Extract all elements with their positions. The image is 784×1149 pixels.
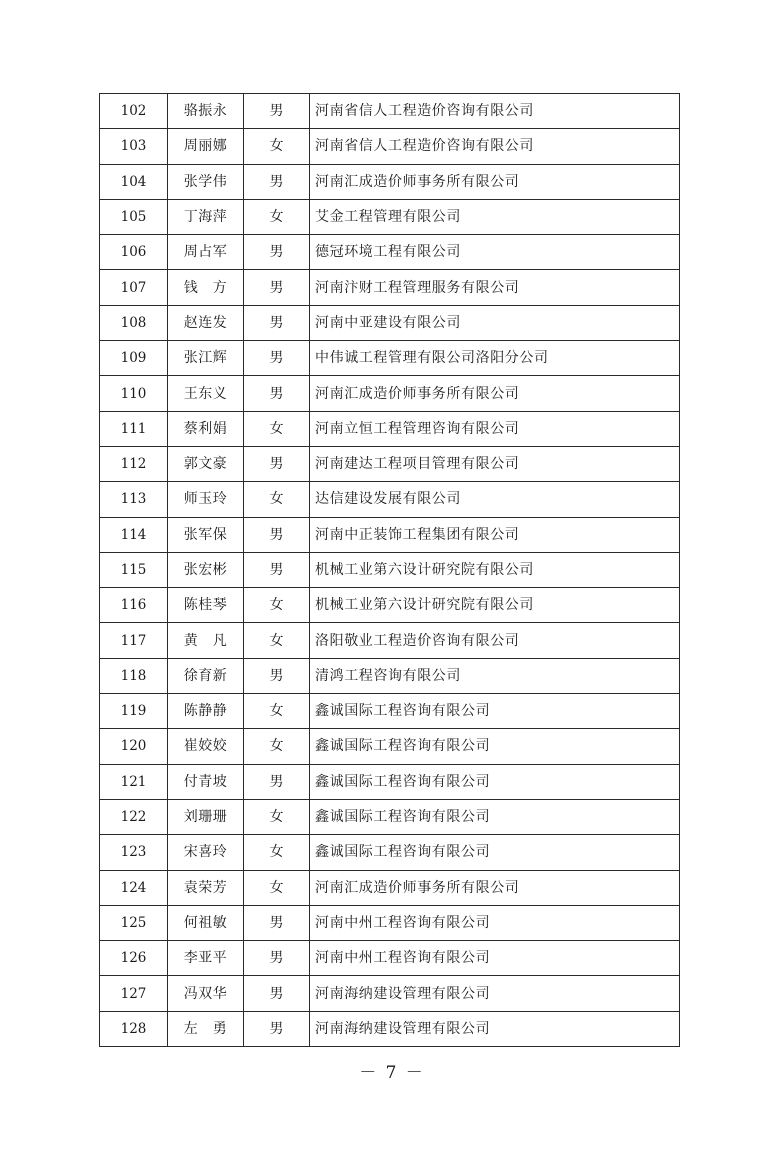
company-name: 河南中州工程咨询有限公司 bbox=[310, 905, 680, 940]
row-number: 118 bbox=[100, 658, 168, 693]
row-number: 110 bbox=[100, 376, 168, 411]
row-number: 113 bbox=[100, 482, 168, 517]
company-name: 艾金工程管理有限公司 bbox=[310, 199, 680, 234]
person-name: 钱 方 bbox=[168, 270, 244, 305]
row-number: 119 bbox=[100, 694, 168, 729]
company-name: 河南汴财工程管理服务有限公司 bbox=[310, 270, 680, 305]
table-row bbox=[100, 341, 680, 376]
table-row bbox=[100, 623, 680, 658]
table-row bbox=[100, 305, 680, 340]
company-name: 德冠环境工程有限公司 bbox=[310, 235, 680, 270]
gender-cell: 男 bbox=[244, 517, 310, 552]
person-name: 张江辉 bbox=[168, 341, 244, 376]
company-name: 机械工业第六设计研究院有限公司 bbox=[310, 588, 680, 623]
person-name: 左 勇 bbox=[168, 1011, 244, 1046]
company-name: 河南汇成造价师事务所有限公司 bbox=[310, 164, 680, 199]
company-name: 河南海纳建设管理有限公司 bbox=[310, 976, 680, 1011]
person-name: 冯双华 bbox=[168, 976, 244, 1011]
company-name: 河南中亚建设有限公司 bbox=[310, 305, 680, 340]
gender-cell: 女 bbox=[244, 729, 310, 764]
company-name: 洛阳敬业工程造价咨询有限公司 bbox=[310, 623, 680, 658]
person-name: 张学伟 bbox=[168, 164, 244, 199]
company-name: 河南省信人工程造价咨询有限公司 bbox=[310, 129, 680, 164]
gender-cell: 女 bbox=[244, 588, 310, 623]
person-name: 赵连发 bbox=[168, 305, 244, 340]
person-name: 郭文豪 bbox=[168, 446, 244, 481]
company-name: 河南中正装饰工程集团有限公司 bbox=[310, 517, 680, 552]
gender-cell: 男 bbox=[244, 552, 310, 587]
table-row bbox=[100, 729, 680, 764]
gender-cell: 女 bbox=[244, 870, 310, 905]
person-name: 付青坡 bbox=[168, 764, 244, 799]
table-row bbox=[100, 764, 680, 799]
row-number: 115 bbox=[100, 552, 168, 587]
table-row bbox=[100, 129, 680, 164]
row-number: 127 bbox=[100, 976, 168, 1011]
row-number: 105 bbox=[100, 199, 168, 234]
person-name: 徐育新 bbox=[168, 658, 244, 693]
person-name: 宋喜玲 bbox=[168, 835, 244, 870]
company-name: 鑫诚国际工程咨询有限公司 bbox=[310, 799, 680, 834]
row-number: 104 bbox=[100, 164, 168, 199]
company-name: 鑫诚国际工程咨询有限公司 bbox=[310, 694, 680, 729]
table-row bbox=[100, 94, 680, 129]
company-name: 河南汇成造价师事务所有限公司 bbox=[310, 870, 680, 905]
gender-cell: 男 bbox=[244, 658, 310, 693]
gender-cell: 男 bbox=[244, 270, 310, 305]
gender-cell: 女 bbox=[244, 835, 310, 870]
row-number: 122 bbox=[100, 799, 168, 834]
table-row bbox=[100, 835, 680, 870]
table-row bbox=[100, 164, 680, 199]
person-name: 周丽娜 bbox=[168, 129, 244, 164]
person-name: 李亚平 bbox=[168, 941, 244, 976]
roster-table bbox=[99, 93, 680, 1047]
person-name: 蔡利娟 bbox=[168, 411, 244, 446]
gender-cell: 男 bbox=[244, 164, 310, 199]
row-number: 125 bbox=[100, 905, 168, 940]
roster-body bbox=[100, 94, 680, 1047]
person-name: 陈桂琴 bbox=[168, 588, 244, 623]
person-name: 张宏彬 bbox=[168, 552, 244, 587]
table-row bbox=[100, 905, 680, 940]
company-name: 中伟诚工程管理有限公司洛阳分公司 bbox=[310, 341, 680, 376]
gender-cell: 男 bbox=[244, 764, 310, 799]
person-name: 陈静静 bbox=[168, 694, 244, 729]
person-name: 周占军 bbox=[168, 235, 244, 270]
row-number: 128 bbox=[100, 1011, 168, 1046]
gender-cell: 男 bbox=[244, 905, 310, 940]
gender-cell: 男 bbox=[244, 376, 310, 411]
row-number: 123 bbox=[100, 835, 168, 870]
company-name: 河南立恒工程管理咨询有限公司 bbox=[310, 411, 680, 446]
gender-cell: 女 bbox=[244, 694, 310, 729]
table-row bbox=[100, 941, 680, 976]
table-row bbox=[100, 517, 680, 552]
page-number: － 7 － bbox=[359, 1063, 425, 1083]
gender-cell: 男 bbox=[244, 305, 310, 340]
table-row bbox=[100, 694, 680, 729]
gender-cell: 男 bbox=[244, 941, 310, 976]
row-number: 124 bbox=[100, 870, 168, 905]
table-row bbox=[100, 376, 680, 411]
company-name: 鑫诚国际工程咨询有限公司 bbox=[310, 835, 680, 870]
company-name: 河南建达工程项目管理有限公司 bbox=[310, 446, 680, 481]
company-name: 河南汇成造价师事务所有限公司 bbox=[310, 376, 680, 411]
row-number: 120 bbox=[100, 729, 168, 764]
table-row bbox=[100, 870, 680, 905]
company-name: 鑫诚国际工程咨询有限公司 bbox=[310, 764, 680, 799]
table-row bbox=[100, 411, 680, 446]
gender-cell: 女 bbox=[244, 623, 310, 658]
row-number: 103 bbox=[100, 129, 168, 164]
table-row bbox=[100, 1011, 680, 1046]
table-row bbox=[100, 552, 680, 587]
row-number: 117 bbox=[100, 623, 168, 658]
table-row bbox=[100, 235, 680, 270]
person-name: 王东义 bbox=[168, 376, 244, 411]
table-row bbox=[100, 799, 680, 834]
row-number: 112 bbox=[100, 446, 168, 481]
person-name: 黄 凡 bbox=[168, 623, 244, 658]
table-row bbox=[100, 270, 680, 305]
company-name: 河南海纳建设管理有限公司 bbox=[310, 1011, 680, 1046]
person-name: 袁荣芳 bbox=[168, 870, 244, 905]
company-name: 机械工业第六设计研究院有限公司 bbox=[310, 552, 680, 587]
company-name: 清鸿工程咨询有限公司 bbox=[310, 658, 680, 693]
table-row bbox=[100, 588, 680, 623]
company-name: 河南中州工程咨询有限公司 bbox=[310, 941, 680, 976]
table-row bbox=[100, 976, 680, 1011]
person-name: 丁海萍 bbox=[168, 199, 244, 234]
person-name: 何祖敏 bbox=[168, 905, 244, 940]
gender-cell: 男 bbox=[244, 341, 310, 376]
row-number: 106 bbox=[100, 235, 168, 270]
gender-cell: 女 bbox=[244, 411, 310, 446]
gender-cell: 男 bbox=[244, 94, 310, 129]
table-row bbox=[100, 446, 680, 481]
row-number: 108 bbox=[100, 305, 168, 340]
gender-cell: 女 bbox=[244, 129, 310, 164]
person-name: 师玉玲 bbox=[168, 482, 244, 517]
company-name: 达信建设发展有限公司 bbox=[310, 482, 680, 517]
person-name: 崔姣姣 bbox=[168, 729, 244, 764]
company-name: 河南省信人工程造价咨询有限公司 bbox=[310, 94, 680, 129]
table-row bbox=[100, 482, 680, 517]
person-name: 张军保 bbox=[168, 517, 244, 552]
row-number: 107 bbox=[100, 270, 168, 305]
row-number: 109 bbox=[100, 341, 168, 376]
row-number: 126 bbox=[100, 941, 168, 976]
row-number: 121 bbox=[100, 764, 168, 799]
table-row bbox=[100, 199, 680, 234]
gender-cell: 男 bbox=[244, 235, 310, 270]
gender-cell: 女 bbox=[244, 482, 310, 517]
company-name: 鑫诚国际工程咨询有限公司 bbox=[310, 729, 680, 764]
table-row bbox=[100, 658, 680, 693]
gender-cell: 女 bbox=[244, 199, 310, 234]
gender-cell: 男 bbox=[244, 976, 310, 1011]
gender-cell: 女 bbox=[244, 799, 310, 834]
row-number: 111 bbox=[100, 411, 168, 446]
row-number: 102 bbox=[100, 94, 168, 129]
row-number: 116 bbox=[100, 588, 168, 623]
person-name: 刘珊珊 bbox=[168, 799, 244, 834]
gender-cell: 男 bbox=[244, 446, 310, 481]
gender-cell: 男 bbox=[244, 1011, 310, 1046]
person-name: 骆振永 bbox=[168, 94, 244, 129]
row-number: 114 bbox=[100, 517, 168, 552]
